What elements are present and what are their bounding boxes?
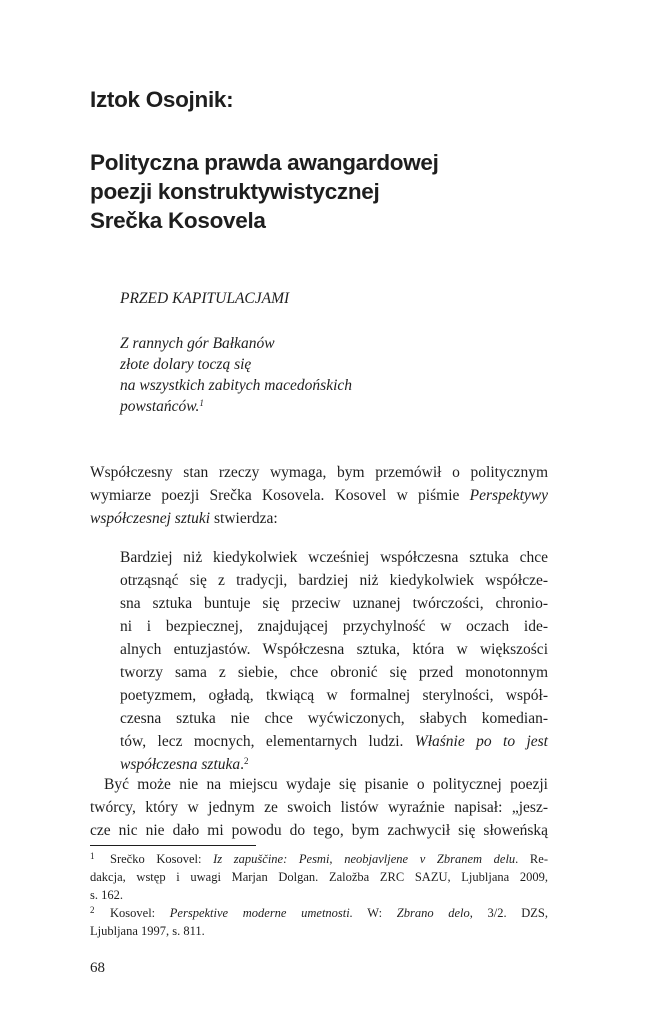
para2-line: twórcy, który w jednym ze swoich listów wyraźnie napisał: „jesz- [90,799,548,816]
journal-title-part2: współczesnej sztuki [90,510,211,527]
footnote-2-in: W: [352,906,397,920]
quote-line-9-text: tów, lecz mocnych, elementarnych ludzi. [120,733,415,750]
para1-line-2-text: wymiarze poezji Srečka Kosovela. Kosovel w piśmie [90,487,470,504]
block-quote [120,546,548,776]
quote-period: . [240,756,244,773]
author-name: Iztok Osojnik: [90,87,234,112]
para1-line-3 [90,507,548,530]
title-line-1: Polityczna prawda awangardowej [90,150,439,175]
para1-line-2 [90,484,548,507]
footnote-1-line-3: s. 162. [90,888,123,902]
quote-line: alnych entuzjastów. Współczesna sztuka, która w większości [120,641,548,658]
footnote-1-author: Srečko Kosovel: [110,852,214,866]
quote-line: sna sztuka buntuje się przeciw uznanej twórczości, chronio- [120,595,548,612]
paragraph-body [90,773,548,842]
title-line-2: poezji konstruktywistycznej [90,179,380,204]
footnote-2-title: Perspektive moderne umetnosti. [169,906,353,920]
quote-line: ni i bezpiecznej, znajdującej przychylność w oczach ide- [120,618,548,635]
quote-line-9 [120,730,548,753]
quote-line: Bardziej niż kiedykolwiek wcześniej współczesna sztuka chce [120,549,548,566]
footnote-1-title: Iz zapuščine: Pesmi, neobjavljene v Zbranem delu [213,852,516,866]
title-line-3: Srečka Kosovela [90,208,266,233]
footnote-2-text: , 3/2. DZS, [469,906,548,920]
quote-line: otrząsnąć się z tradycji, bardziej niż kiedykolwiek współcze- [120,572,548,589]
quote-emphasis: Właśnie po to jest [414,733,548,750]
poem-title: PRZED KAPITULACJAMI [120,290,290,307]
quote-line: tworzy sama z siebie, chce obronić się przed monotonnym [120,664,548,681]
para2-line: cze nic nie dało mi powodu do tego, bym zachwycił się słoweńską [90,822,548,839]
footnote-2-line-2: Ljubljana 1997, s. 811. [90,924,205,938]
poem-line-1: Z rannych gór Bałkanów [120,335,275,352]
quote-line: czesna sztuka nie chce wyćwiczonych, słabych komedian- [120,710,548,727]
page-number: 68 [90,960,105,976]
poem-line-3: na wszystkich zabitych macedońskich [120,377,353,394]
footnote-1-text: . Re- [515,852,548,866]
footnote-1-line-2: dakcja, wstęp i uwagi Marjan Dolgan. Založba ZRC SAZU, Ljubljana 2009, [90,870,548,884]
quote-emphasis-end: współczesna sztuka [120,756,241,773]
paragraph-intro [90,461,548,530]
poem-line-4 [120,396,352,417]
quote-line: poetyzmem, ogładą, tkwiącą w formalnej sterylności, współ- [120,687,548,704]
article-title [90,148,570,235]
footnote-2-author: Kosovel: [110,906,170,920]
footnotes [90,850,548,940]
footnote-2-collection: Zbrano delo [396,906,470,920]
footnote-divider [90,845,256,846]
footnote-2: 2 Kosovel: Perspektive moderne umetnosti. W: Zbrano delo, 3/2. DZS, [90,905,548,920]
para1-line-1: Współczesny stan rzeczy wymaga, bym przemówił o politycznym [90,464,548,481]
para1-line-3-text: stwierdza: [210,510,278,527]
footnote-ref-2[interactable]: 2 [244,756,249,766]
para2-line: Być może nie na miejscu wydaje się pisanie o politycznej poezji [104,776,548,793]
poem-line-2: złote dolary toczą się [120,356,252,373]
poem-epigraph [120,333,352,417]
footnote-ref-1[interactable]: 1 [199,398,204,408]
journal-title-part1: Perspektywy [469,487,548,504]
poem-line-4-text: powstańców. [120,398,200,415]
footnote-1: 1 Srečko Kosovel: Iz zapuščine: Pesmi, neobjavljene v Zbranem delu. Re- [90,851,548,866]
